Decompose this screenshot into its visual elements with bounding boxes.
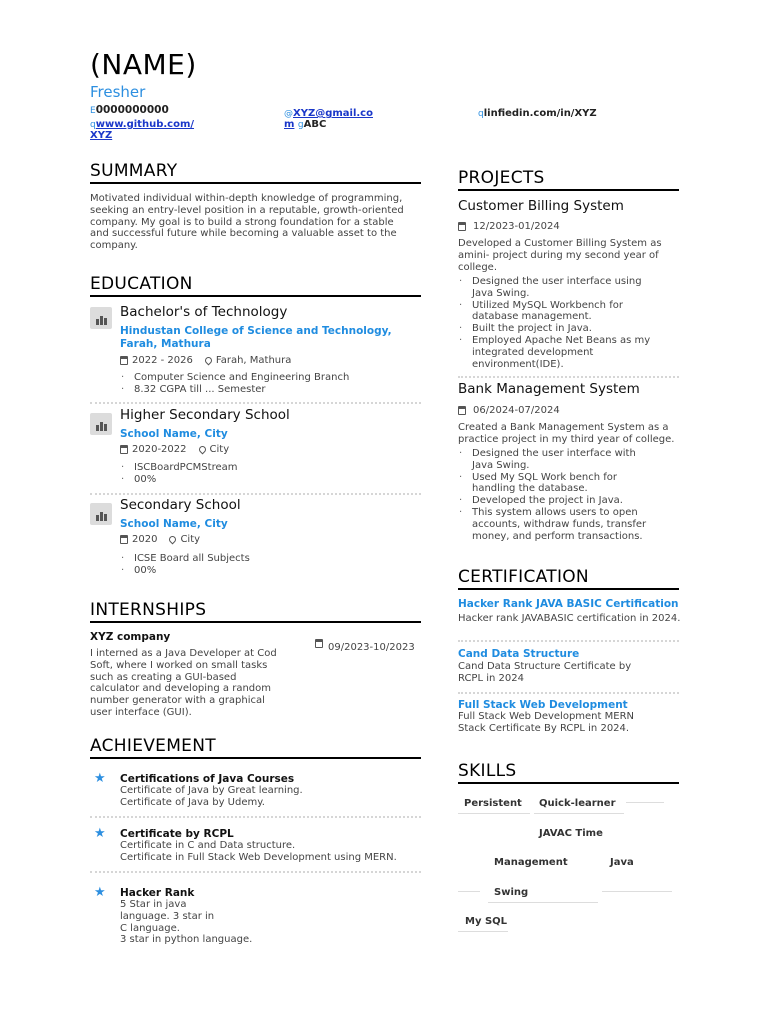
calendar-icon bbox=[458, 406, 466, 415]
skill-tag-empty bbox=[602, 887, 672, 892]
achievement-item: Certificate by RCPL Certificate in C and Data structure. Certificate in Full Stack Web Development using MERN. bbox=[120, 828, 397, 863]
summary-heading: SUMMARY bbox=[90, 161, 421, 184]
linkedin-icon: q bbox=[478, 109, 484, 119]
school-logo-icon bbox=[90, 307, 112, 329]
achievement-item: Hacker Rank 5 Star in java language. 3 star in C language. 3 star in python language. bbox=[120, 887, 253, 946]
star-icon: ★ bbox=[94, 885, 106, 900]
skill-tag: Swing bbox=[488, 887, 598, 903]
education-meta: 2020-2022 City bbox=[120, 444, 229, 455]
project-bullets: · Designed the user interface with Java Swing. · Used My SQL Work bench for handling the database. · Developed the project in Java. · This system allows users to open accounts, withdraw funds, transfer money, and perform transactions. bbox=[458, 448, 688, 542]
education-degree: Bachelor's of Technology bbox=[120, 304, 288, 320]
project-bullets: · Designed the user interface using Java Swing. · Utilized MySQL Workbench for database management. · Built the project in Java. · Employed Apache Net Beans as my integrated development environment(IDE). bbox=[458, 276, 688, 370]
internship-company: XYZ company bbox=[90, 631, 171, 643]
certification-item: Full Stack Web Development Full Stack Web Development MERN Stack Certificate By RCPL in 2024. bbox=[458, 699, 634, 734]
projects-heading: PROJECTS bbox=[458, 168, 679, 191]
achievement-item: Certifications of Java Courses Certificate of Java by Great learning. Certificate of Java by Udemy. bbox=[120, 773, 303, 808]
education-meta: 2022 - 2026 Farah, Mathura bbox=[120, 355, 291, 366]
calendar-icon bbox=[120, 445, 128, 454]
skill-tag: Persistent bbox=[458, 798, 530, 814]
calendar-icon bbox=[315, 633, 323, 652]
education-degree: Secondary School bbox=[120, 497, 241, 513]
location-pin-icon bbox=[168, 535, 178, 545]
location-pin-icon bbox=[197, 445, 207, 455]
education-school: School Name, City bbox=[120, 518, 228, 530]
project-description: Developed a Customer Billing System as amini- project during my second year of college. bbox=[458, 238, 662, 273]
education-details: · ISCBoardPCMStream · 00% bbox=[120, 462, 238, 486]
education-meta: 2020 City bbox=[120, 534, 200, 545]
school-logo-icon bbox=[90, 503, 112, 525]
skill-tag: Java bbox=[610, 857, 634, 868]
skill-tag-empty bbox=[626, 798, 664, 803]
skill-tag: Management bbox=[494, 857, 568, 868]
education-degree: Higher Secondary School bbox=[120, 407, 290, 423]
email-icon: @ bbox=[284, 109, 293, 119]
divider bbox=[90, 402, 421, 404]
certification-item: Cand Data Structure Cand Data Structure Certificate by RCPL in 2024 bbox=[458, 648, 632, 684]
project-name: Bank Management System bbox=[458, 381, 640, 397]
phone-icon: E bbox=[90, 106, 96, 116]
skill-tag-empty bbox=[458, 887, 480, 892]
certification-item: Hacker Rank JAVA BASIC Certification Hacker rank JAVABASIC certification in 2024. bbox=[458, 598, 681, 624]
divider bbox=[458, 640, 679, 642]
project-dates: 12/2023-01/2024 bbox=[458, 221, 560, 232]
star-icon: ★ bbox=[94, 826, 106, 841]
skills-heading: SKILLS bbox=[458, 761, 679, 784]
project-description: Created a Bank Management System as a practice project in my third year of college. bbox=[458, 422, 675, 445]
location-icon: g bbox=[297, 120, 304, 130]
internship-dates: 09/2023-10/2023 bbox=[328, 642, 415, 653]
education-details: · Computer Science and Engineering Branch · 8.32 CGPA till ... Semester bbox=[120, 372, 349, 396]
divider bbox=[458, 376, 679, 378]
certification-heading: CERTIFICATION bbox=[458, 567, 679, 590]
calendar-icon bbox=[458, 222, 466, 231]
skill-tag: Quick-learner bbox=[534, 798, 624, 814]
divider bbox=[90, 816, 421, 818]
achievement-heading: ACHIEVEMENT bbox=[90, 736, 421, 759]
education-details: · ICSE Board all Subjects · 00% bbox=[120, 553, 250, 577]
education-heading: EDUCATION bbox=[90, 274, 421, 297]
github-link[interactable]: qwww.github.com/ XYZ bbox=[90, 119, 195, 141]
education-school: Hindustan College of Science and Technology, Farah, Mathura bbox=[120, 325, 392, 350]
skill-tag: My SQL bbox=[458, 916, 508, 932]
skill-tag: JAVAC Time bbox=[539, 828, 603, 839]
summary-text: Motivated individual within-depth knowledge of programming, seeking an entry-level position in a reputable, growth-oriented company. My goal is to build a strong foundation for a stable and successful future while becoming a valuable asset to the company. bbox=[90, 193, 404, 252]
phone: E0000000000 bbox=[90, 104, 169, 116]
school-logo-icon bbox=[90, 413, 112, 435]
star-icon: ★ bbox=[94, 771, 106, 786]
project-dates: 06/2024-07/2024 bbox=[458, 405, 560, 416]
location-pin-icon bbox=[203, 356, 213, 366]
divider bbox=[90, 871, 421, 873]
calendar-icon bbox=[120, 535, 128, 544]
divider bbox=[458, 692, 679, 694]
candidate-name: (NAME) bbox=[90, 48, 197, 81]
linkedin[interactable]: qlinfiedin.com/in/XYZ bbox=[478, 108, 597, 119]
calendar-icon bbox=[120, 356, 128, 365]
email-link[interactable]: @XYZ@gmail.co m gABC bbox=[284, 108, 373, 130]
candidate-role: Fresher bbox=[90, 83, 146, 101]
globe-icon: q bbox=[90, 120, 96, 130]
project-name: Customer Billing System bbox=[458, 198, 624, 214]
divider bbox=[90, 493, 421, 495]
internships-heading: INTERNSHIPS bbox=[90, 600, 421, 623]
internship-description: I interned as a Java Developer at Cod Soft, where I worked on small tasks such as creating a GUI-based calculator and developing a random number generator with a graphical user interface (GUI). bbox=[90, 648, 277, 718]
education-school: School Name, City bbox=[120, 428, 228, 440]
